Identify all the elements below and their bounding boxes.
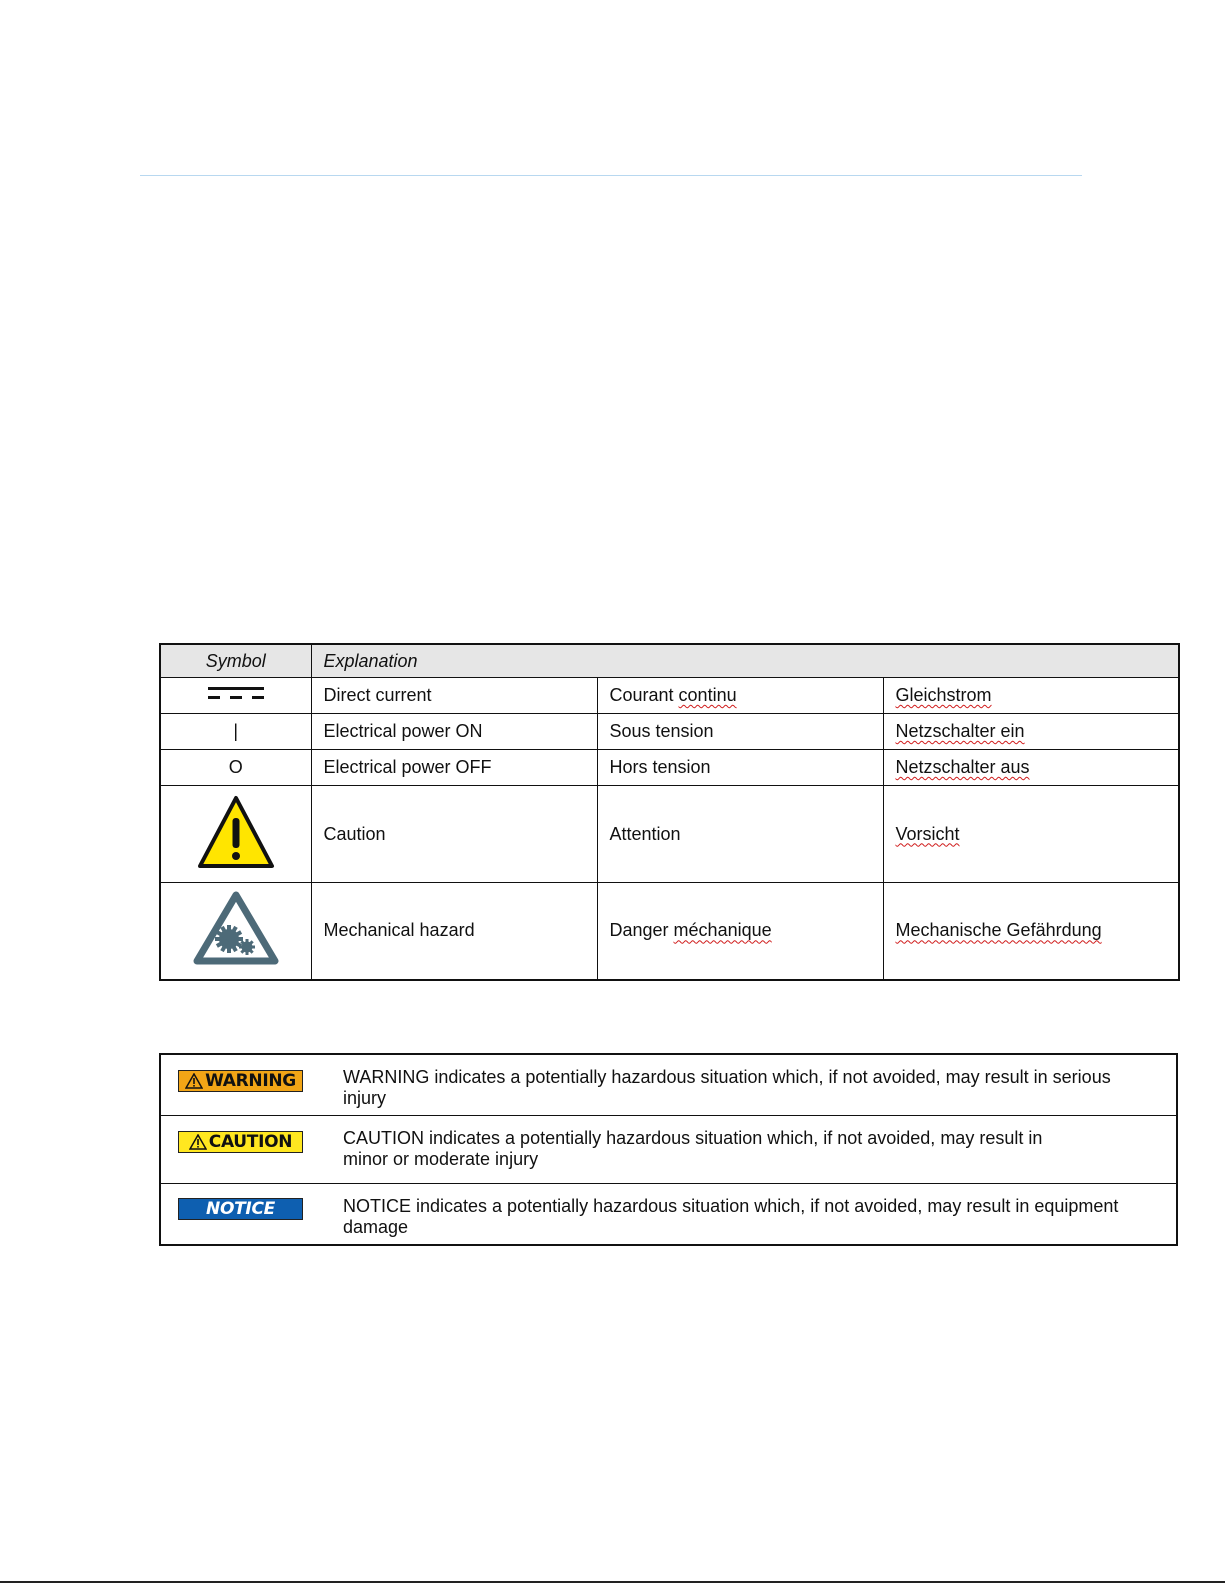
warning-badge: [178, 1070, 303, 1092]
description-line: NOTICE indicates a potentially hazardous situation which, if not avoided, may result in equipment: [343, 1196, 1119, 1216]
bottom-rule: [0, 1581, 1225, 1583]
english-text: Mechanical hazard: [311, 883, 597, 980]
english-text: Caution: [311, 786, 597, 883]
warning-triangle-icon: [185, 1073, 203, 1089]
table-row: [160, 1116, 1177, 1184]
table-row: [160, 1184, 1177, 1246]
german-text: [883, 883, 1179, 980]
table-row: [160, 786, 1179, 883]
badge-cell: [160, 1116, 343, 1184]
signal-word-table: [159, 1053, 1178, 1246]
caution-triangle-icon: [196, 794, 276, 870]
symbol-table-header: [160, 644, 1179, 678]
german-text: [883, 786, 1179, 883]
french-text-part: méchanique: [673, 920, 772, 941]
english-text: Electrical power ON: [311, 714, 597, 750]
badge-label: CAUTION: [208, 1132, 293, 1152]
german-text-part: Mechanische Gefährdung: [895, 920, 1102, 941]
table-row: [160, 714, 1179, 750]
notice-badge: [178, 1198, 303, 1220]
french-text-part: continu: [678, 685, 737, 705]
signal-description: [343, 1116, 1177, 1184]
explanation-column-header: Explanation: [311, 644, 1179, 678]
mechanical-hazard-icon: [191, 889, 281, 967]
german-text: [883, 714, 1179, 750]
french-text: [597, 678, 883, 714]
symbol-cell: [160, 883, 311, 980]
german-text-part: Netzschalter ein: [895, 721, 1025, 741]
german-text: [883, 678, 1179, 714]
warning-triangle-icon: [189, 1134, 207, 1150]
badge-label: NOTICE: [206, 1199, 275, 1219]
direct-current-icon: [206, 683, 266, 703]
signal-description: [343, 1054, 1177, 1116]
german-text-part: Vorsicht: [895, 823, 960, 844]
german-text-part: Gleichstrom: [895, 685, 992, 705]
german-text-part: Netzschalter aus: [895, 757, 1030, 777]
symbol-cell: [160, 786, 311, 883]
power-off-icon: O: [160, 750, 311, 786]
badge-cell: [160, 1184, 343, 1246]
english-text: Direct current: [311, 678, 597, 714]
table-row: [160, 1054, 1177, 1116]
table-row: [160, 750, 1179, 786]
caution-badge: [178, 1131, 303, 1153]
table-row: [160, 883, 1179, 980]
header-rule: [140, 175, 1082, 176]
description-line: CAUTION indicates a potentially hazardous situation which, if not avoided, may result in: [343, 1128, 1043, 1148]
description-line: injury: [343, 1088, 387, 1108]
french-text: [597, 883, 883, 980]
french-text: Attention: [597, 786, 883, 883]
french-text: Sous tension: [597, 714, 883, 750]
symbol-cell: [160, 678, 311, 714]
table-row: [160, 678, 1179, 714]
signal-description: [343, 1184, 1177, 1246]
french-text-part: Courant: [609, 685, 679, 705]
description-line: minor or moderate injury: [343, 1149, 539, 1169]
power-on-icon: |: [160, 714, 311, 750]
badge-cell: [160, 1054, 343, 1116]
description-line: damage: [343, 1217, 409, 1237]
french-text-part: Danger: [609, 920, 674, 941]
symbol-column-header: Symbol: [160, 644, 311, 678]
description-line: WARNING indicates a potentially hazardous situation which, if not avoided, may result in serious: [343, 1067, 1111, 1087]
badge-label: WARNING: [205, 1071, 296, 1091]
symbol-table: [159, 643, 1180, 981]
german-text: [883, 750, 1179, 786]
english-text: Electrical power OFF: [311, 750, 597, 786]
french-text: Hors tension: [597, 750, 883, 786]
